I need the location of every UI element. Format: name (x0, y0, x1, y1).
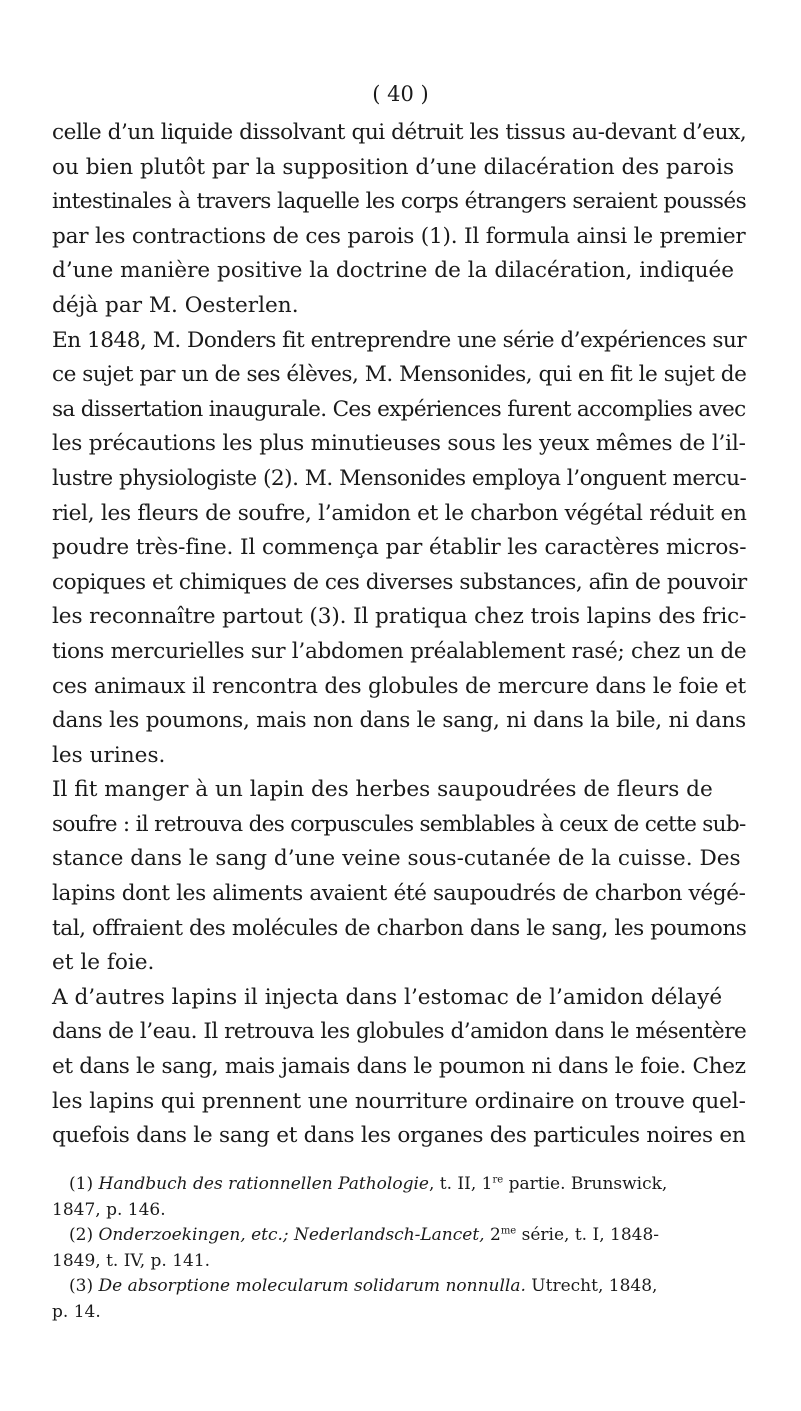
text-line: riel, les fleurs de soufre, l’amidon et le charbon végétal réduit en (52, 500, 747, 526)
text-line: quefois dans le sang et dans les organes des particules noires en (52, 1123, 746, 1149)
text-line: dans de l’eau. Il retrouva les globules d’amidon dans le mésentère (52, 1019, 747, 1045)
footnote-2-cont: 1849, t. IV, p. 141. (52, 1250, 211, 1271)
text-line: les reconnaître partout (3). Il pratiqua chez trois lapins des fric- (52, 604, 747, 630)
footnote-3: (3) De absorptione molecularum solidarum nonnulla. Utrecht, 1848, (69, 1276, 658, 1297)
text-line: Il fit manger à un lapin des herbes saupoudrées de fleurs de (52, 777, 713, 803)
text-line: les urines. (52, 742, 166, 768)
text-line: lustre physiologiste (2). M. Mensonides employa l’onguent mercu- (52, 465, 747, 491)
body-text (52, 116, 746, 1154)
text-line: tions mercurielles sur l’abdomen préalablement rasé; chez un de (52, 638, 747, 664)
text-line: les précautions les plus minutieuses sous les yeux mêmes de l’il- (52, 431, 746, 457)
text-line: tal, offraient des molécules de charbon dans le sang, les poumons (52, 915, 747, 941)
text-line: et le foie. (52, 950, 155, 976)
footnote-1: (1) Handbuch des rationnellen Pathologie, t. II, 1re partie. Brunswick, (69, 1174, 668, 1194)
text-line: lapins dont les aliments avaient été saupoudrés de charbon végé- (52, 881, 746, 907)
text-line: les lapins qui prennent une nourriture ordinaire on trouve quel- (52, 1088, 746, 1114)
text-line: par les contractions de ces parois (1). Il formula ainsi le premier (52, 223, 746, 249)
text-line: ou bien plutôt par la supposition d’une dilacération des parois (52, 154, 735, 180)
text-line: d’une manière positive la doctrine de la dilacération, indiquée (52, 258, 735, 284)
footnote-1-cont: 1847, p. 146. (52, 1199, 166, 1220)
text-line: et dans le sang, mais jamais dans le poumon ni dans le foie. Chez (52, 1054, 746, 1080)
footnote-2: (2) Onderzoekingen, etc.; Nederlandsch-Lancet, $2^{me}$ série, t. I, 1848- (69, 1225, 660, 1246)
footnote-title: Handbuch des rationnellen Pathologie (98, 1174, 429, 1194)
text-line: intestinales à travers laquelle les corps étrangers seraient poussés (52, 189, 747, 215)
text-line: soufre : il retrouva des corpuscules semblables à ceux de cette sub- (52, 811, 746, 837)
text-line: sa dissertation inaugurale. Ces expériences furent accomplies avec (52, 396, 746, 422)
page-number: ( 40 ) (372, 82, 429, 106)
text-line: En 1848, M. Donders fit entreprendre une série d’expériences sur (52, 327, 747, 353)
text-line: poudre très-fine. Il commença par établir les caractères micros- (52, 535, 747, 561)
text-line: dans les poumons, mais non dans le sang, ni dans la bile, ni dans (52, 708, 746, 734)
text-line: copiques et chimiques de ces diverses substances, afin de pouvoir (52, 569, 747, 595)
text-line: déjà par M. Oesterlen. (52, 292, 299, 318)
footnote-3-cont: p. 14. (52, 1301, 101, 1322)
text-line: celle d’un liquide dissolvant qui détruit les tissus au-devant d’eux, (52, 120, 747, 145)
text-line: ces animaux il rencontra des globules de mercure dans le foie et (52, 673, 746, 699)
footnotes (52, 1172, 746, 1326)
text-line: stance dans le sang d’une veine sous-cutanée de la cuisse. Des (52, 846, 741, 872)
footnote-title: Onderzoekingen, etc.; Nederlandsch-Lancet, (98, 1225, 485, 1246)
footnote-title: De absorptione molecularum solidarum nonnulla. (98, 1276, 526, 1297)
text-line: A d’autres lapins il injecta dans l’estomac de l’amidon délayé (52, 984, 723, 1010)
text-line: ce sujet par un de ses élèves, M. Mensonides, qui en fit le sujet de (52, 362, 747, 388)
